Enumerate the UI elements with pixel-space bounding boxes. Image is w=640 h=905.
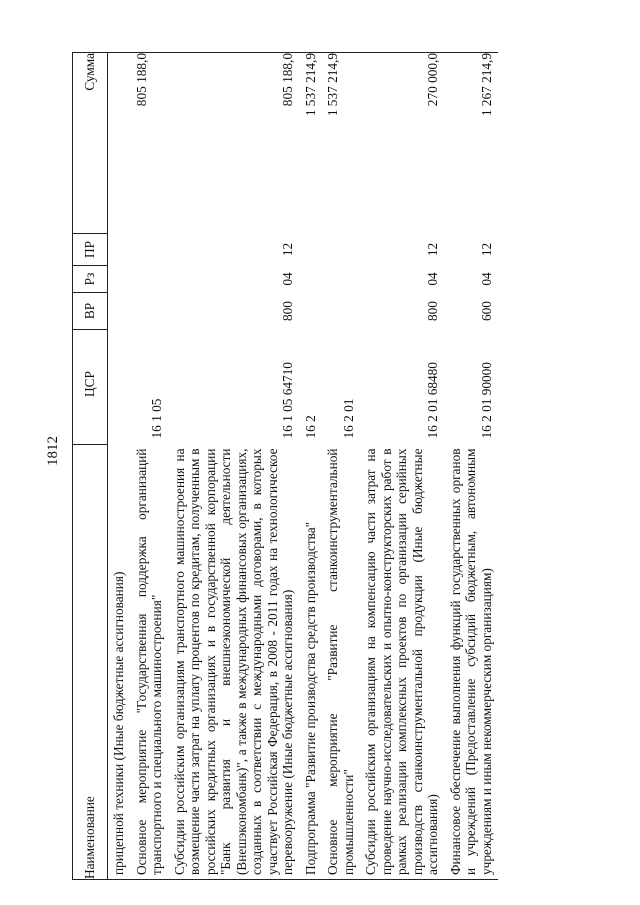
row-pr	[300, 234, 323, 266]
row-name: Основное мероприятие "Государственная поддержка организаций транспортного и специального машиностроения"	[131, 445, 169, 880]
table-row	[169, 53, 300, 880]
row-rz	[300, 266, 323, 293]
row-name: Финансовое обеспечение выполнения функций государственных органов и учреждений (Предоставление субсидий бюджетным, автономным учреждениям и иным некоммерческим организациям)	[445, 445, 499, 880]
table-row	[360, 53, 445, 880]
header-csr: ЦСР	[73, 330, 108, 445]
row-vr	[322, 293, 360, 330]
row-pr	[322, 234, 360, 266]
row-pr	[108, 234, 131, 266]
header-pr: ПР	[73, 234, 108, 266]
page-number: 1812	[45, 436, 61, 466]
row-sum: 270 000,0	[360, 53, 445, 234]
row-rz: 04	[280, 272, 295, 286]
row-sum: 805 188,0	[131, 53, 169, 234]
budget-table-sheet	[72, 53, 592, 880]
table-row	[322, 53, 360, 880]
row-name: Основное мероприятие "Развитие станкоинструментальной промышленности"	[322, 445, 360, 880]
row-csr	[108, 330, 131, 445]
row-pr: 12	[478, 242, 494, 257]
row-csr: 16 2 01	[340, 398, 356, 439]
row-rz	[322, 266, 360, 293]
row-rz: 04	[425, 272, 440, 286]
row-name: прицепной техники (Иные бюджетные ассигнования)	[108, 445, 131, 880]
row-rz	[108, 266, 131, 293]
row-pr: 12	[425, 242, 440, 257]
row-sum: 805 188,0	[169, 53, 300, 234]
table-row	[445, 53, 499, 880]
row-csr: 16 2 01 90000	[478, 362, 494, 439]
row-pr	[131, 234, 169, 266]
row-csr: 16 1 05 64710	[280, 362, 295, 439]
row-vr: 600	[478, 301, 494, 321]
row-rz	[131, 266, 169, 293]
budget-table	[72, 52, 498, 880]
row-name: Субсидии российским организациям транспортного машиностроения на возмещение части затрат на уплату процентов по кредитам, полученным в российских кредитных организациях и в государственной корпорации "Банк развития и внешнеэкономической деятельности (Внешэкономбанк)", а также в международных финансовых организациях, созданных в соответствии с международными договорами, в которых участвует Российская Федерация, в 2008 - 2011 годах на технологическое перевооружение (Иные бюджетные ассигнования)	[169, 445, 300, 880]
row-vr	[108, 293, 131, 330]
table-header-row	[73, 53, 108, 880]
row-name: Субсидии российским организациям на компенсацию части затрат на проведение научно-исследовательских и опытно-конструкторских работ в рамках реализации комплексных проектов по организации серийных производств станкоинструментальной продукции (Иные бюджетные ассигнования)	[360, 445, 445, 880]
row-sum: 1 267 214,9	[445, 53, 499, 234]
header-sum: Сумма	[73, 53, 108, 234]
row-rz: 04	[478, 272, 494, 286]
header-name: Наименование	[73, 445, 108, 880]
row-sum: 1 537 214,9	[322, 53, 360, 234]
row-csr: 16 1 05	[149, 398, 164, 439]
table-row	[108, 53, 131, 880]
row-vr: 800	[280, 301, 295, 321]
header-vr: ВР	[73, 293, 108, 330]
header-rz: Рз	[73, 266, 108, 293]
row-pr: 12	[280, 242, 295, 257]
row-csr: 16 2 01 68480	[425, 362, 440, 439]
table-row	[131, 53, 169, 880]
row-vr: 800	[425, 301, 440, 321]
row-name: Подпрограмма "Развитие производства средств производства"	[300, 445, 323, 880]
row-vr	[131, 293, 169, 330]
row-vr	[300, 293, 323, 330]
row-sum: 1 537 214,9	[300, 53, 323, 234]
table-row	[300, 53, 323, 880]
row-sum	[108, 53, 131, 234]
row-csr: 16 2	[302, 415, 318, 439]
